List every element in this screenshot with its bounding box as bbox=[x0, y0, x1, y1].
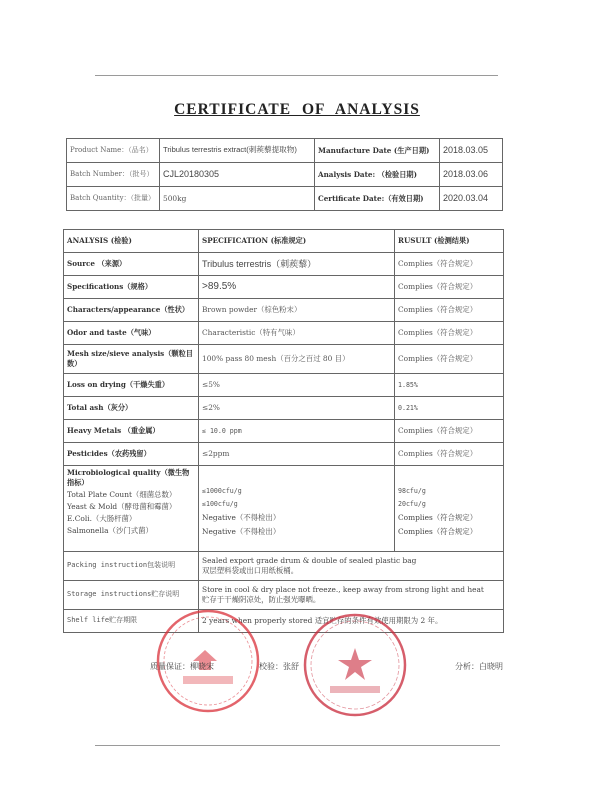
micro-item: Yeast & Mold（酵母菌和霉菌） bbox=[67, 502, 177, 512]
row-name: Loss on drying（干燥失重） bbox=[64, 374, 199, 397]
row-name: Pesticides（农药残留） bbox=[64, 443, 199, 466]
row-spec: ≤ 10.0 ppm bbox=[199, 420, 395, 443]
table-row bbox=[64, 397, 504, 420]
micro-spec: ≤1000cfu/g bbox=[202, 487, 242, 495]
analysis-date-label: Analysis Date: （检验日期) bbox=[315, 163, 440, 187]
row-name: Characters/appearance（性状） bbox=[64, 299, 199, 322]
shelf-label: Shelf life贮存期限 bbox=[64, 610, 199, 633]
micro-result: Complies（符合规定） bbox=[398, 526, 478, 536]
packing-label: Packing instruction包装说明 bbox=[64, 552, 199, 581]
col-result-header: RUSULT (检测结果) bbox=[395, 230, 504, 253]
row-result: Complies（符合规定） bbox=[395, 345, 504, 374]
row-name: Mesh size/sieve analysis（颗粒目数） bbox=[64, 345, 199, 374]
micro-result: Complies（符合规定） bbox=[398, 512, 478, 522]
row-result: Complies（符合规定） bbox=[395, 322, 504, 345]
row-spec: ≤2ppm bbox=[199, 443, 395, 466]
shelf-text: 2 years when properly stored 适宜贮存的条件有效使用期限为 2 年。 bbox=[199, 610, 504, 633]
row-name: Source （来源） bbox=[64, 253, 199, 276]
col-analysis-header: ANALYSIS (检验) bbox=[64, 230, 199, 253]
table-row bbox=[64, 322, 504, 345]
table-row bbox=[64, 345, 504, 374]
micro-spec: Negative（不得检出） bbox=[202, 512, 281, 522]
batch-quantity-label: Batch Quantity：（批量） bbox=[67, 187, 160, 211]
row-spec: ≤2% bbox=[199, 397, 395, 420]
row-result: 1.85% bbox=[395, 374, 504, 397]
packing-cell bbox=[199, 552, 504, 581]
table-row bbox=[64, 253, 504, 276]
row-result: Complies（符合规定） bbox=[395, 443, 504, 466]
micro-result: 98cfu/g bbox=[398, 487, 426, 495]
micro-item: Salmonella（沙门式菌） bbox=[67, 526, 153, 536]
micro-result: 20cfu/g bbox=[398, 499, 426, 508]
micro-spec-cell bbox=[199, 466, 395, 552]
table-row bbox=[67, 187, 503, 211]
packing-text-en: Sealed export grade drum & double of sealed plastic bag bbox=[202, 556, 417, 566]
top-rule bbox=[95, 75, 498, 76]
row-name: Specifications（规格） bbox=[64, 276, 199, 299]
table-row-shelf bbox=[64, 610, 504, 633]
table-row bbox=[64, 443, 504, 466]
row-spec: Brown powder（棕色粉末） bbox=[199, 299, 395, 322]
row-result: Complies（符合规定） bbox=[395, 253, 504, 276]
row-spec: Tribulus terrestris（刺蒺藜） bbox=[199, 253, 395, 276]
table-row bbox=[64, 276, 504, 299]
table-row bbox=[67, 163, 503, 187]
bottom-rule bbox=[95, 745, 500, 746]
check-signature: 校验：张舒 bbox=[259, 662, 299, 671]
analysis-table bbox=[63, 229, 504, 633]
certificate-date-value: 2020.03.04 bbox=[440, 187, 503, 211]
row-result: Complies（符合规定） bbox=[395, 299, 504, 322]
storage-text-cn: 贮存于干燥阴凉处，防止强光曝晒。 bbox=[202, 595, 321, 604]
product-info-table bbox=[66, 138, 503, 211]
storage-text-en: Store in cool & dry place not freeze., keep away from strong light and heat bbox=[202, 585, 484, 595]
micro-title: Microbiological quality（微生物指标） bbox=[67, 468, 190, 487]
micro-spec: ≤100cfu/g bbox=[202, 499, 238, 508]
product-name-label: Product Name：（品名） bbox=[67, 139, 160, 163]
row-spec: ≤5% bbox=[199, 374, 395, 397]
table-row bbox=[64, 299, 504, 322]
batch-number-label: Batch Number：（批号） bbox=[67, 163, 160, 187]
analysis-date-value: 2018.03.06 bbox=[440, 163, 503, 187]
manufacture-date-value: 2018.03.05 bbox=[440, 139, 503, 163]
micro-item: E.Coli.（大肠杆菌） bbox=[67, 514, 137, 524]
packing-text-cn: 双层塑料袋或出口用纸板桶。 bbox=[202, 566, 299, 575]
batch-quantity-value: 500kg bbox=[160, 187, 315, 211]
row-result: Complies（符合规定） bbox=[395, 276, 504, 299]
document-title: CERTIFICATE OF ANALYSIS bbox=[174, 101, 420, 118]
row-spec: 100% pass 80 mesh（百分之百过 80 目） bbox=[199, 345, 395, 374]
micro-item: Total Plate Count（细菌总数） bbox=[67, 490, 177, 500]
row-name: Heavy Metals （重金属） bbox=[64, 420, 199, 443]
table-row-storage bbox=[64, 581, 504, 610]
manufacture-date-label: Manufacture Date (生产日期) bbox=[315, 139, 440, 163]
analysis-signature: 分析：白晓明 bbox=[455, 662, 503, 671]
certificate-date-label: Certificate Date:（有效日期) bbox=[315, 187, 440, 211]
qa-signature: 质量保证：柳晓宋 bbox=[150, 662, 214, 671]
row-result: Complies（符合规定） bbox=[395, 420, 504, 443]
table-row-microbiological bbox=[64, 466, 504, 552]
table-row-packing bbox=[64, 552, 504, 581]
product-name-value: Tribulus terrestris extract(刺蒺藜提取物) bbox=[160, 139, 315, 163]
table-row bbox=[64, 374, 504, 397]
company-seal-stamp bbox=[300, 610, 410, 720]
row-spec: >89.5% bbox=[199, 276, 395, 299]
row-name: Odor and taste（气味） bbox=[64, 322, 199, 345]
batch-number-value: CJL20180305 bbox=[160, 163, 315, 187]
table-header-row bbox=[64, 230, 504, 253]
col-specification-header: SPECIFICATION (标准规定) bbox=[199, 230, 395, 253]
row-spec: Characteristic（特有气味） bbox=[199, 322, 395, 345]
micro-spec: Negative（不得检出） bbox=[202, 526, 281, 536]
storage-label: Storage instructions贮存说明 bbox=[64, 581, 199, 610]
row-name: Total ash（灰分） bbox=[64, 397, 199, 420]
row-result: 0.21% bbox=[395, 397, 504, 420]
micro-result-cell bbox=[395, 466, 504, 552]
micro-cell bbox=[64, 466, 199, 552]
table-row bbox=[64, 420, 504, 443]
table-row bbox=[67, 139, 503, 163]
